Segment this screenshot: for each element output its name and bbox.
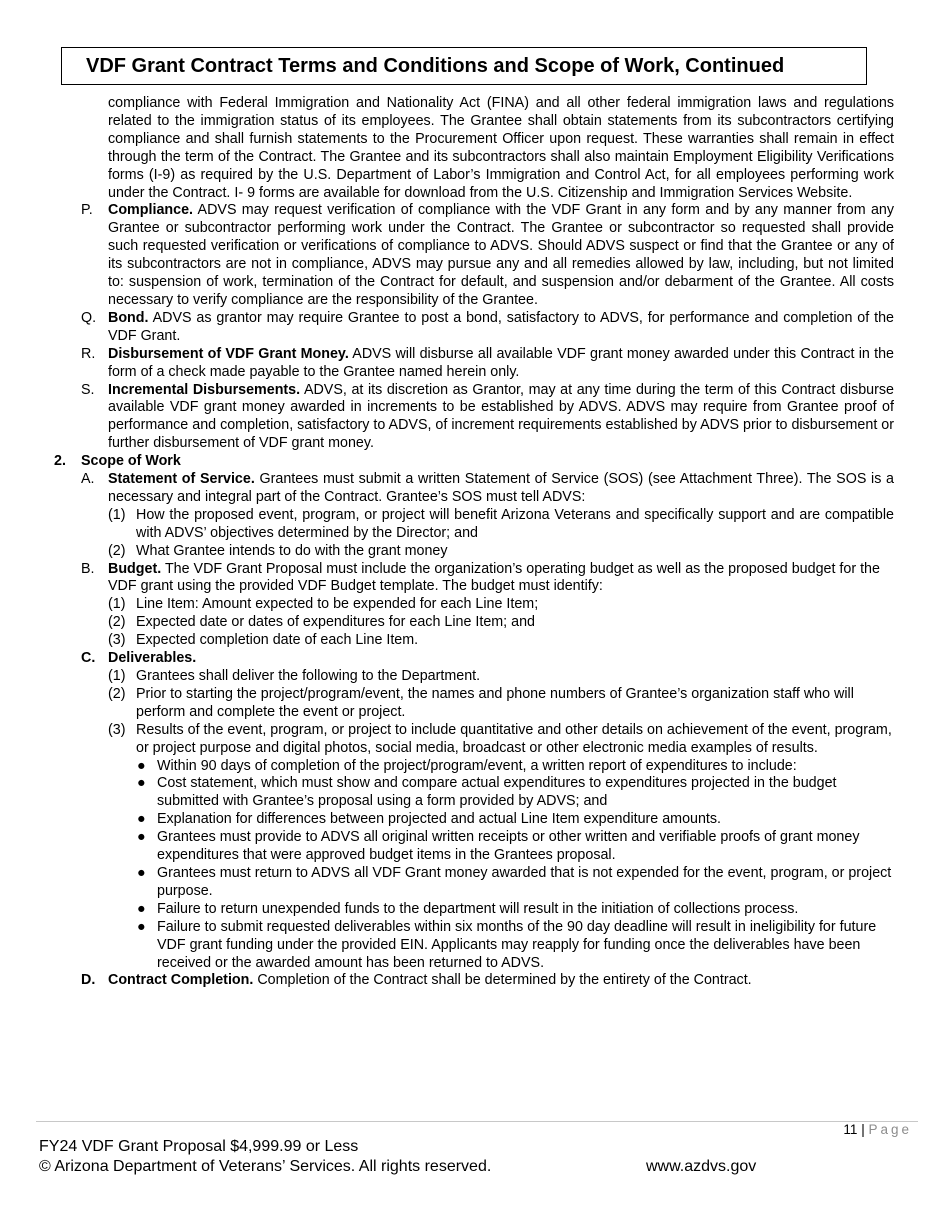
bullet-text: Failure to submit requested deliverables within six months of the 90 day deadline will result in ineligibility for future VDF grant funding under the provided EIN. Applicants may reapply for funding once the deliverables have been received or the awarded amount has been returned to ADVS. — [157, 918, 877, 971]
list-marker: (1) — [108, 506, 126, 523]
bullet-text: Within 90 days of completion of the project/program/event, a written report of expenditures to include: — [157, 757, 797, 774]
section-heading: Scope of Work — [81, 453, 181, 470]
page-number-value: 11 — [843, 1122, 858, 1137]
scope-statement-of-service — [0, 471, 950, 507]
term-r — [0, 346, 950, 382]
list-item — [0, 632, 950, 650]
term-text: ADVS may request verification of compliance with the VDF Grant in any form and by any manner from any Grantee or subcontractor performing work under the Contract. The Grantee or subcontractor so requested shall provide such requested verification or verifications of compliance to ADVS. Should ADVS suspect or find that the Grantee or any of its subcontractors are not in compliance, ADVS may pursue any and all remedies allowed by law, including, but not limited to: suspension of work, termination of the Contract for default, and suspension and/or debarment of the Grantee. All costs necessary to verify compliance are the responsibility of the Grantee. — [108, 202, 894, 308]
bullet-item — [0, 919, 950, 973]
scope-marker: C. — [81, 650, 96, 667]
scope-heading: Deliverables. — [108, 650, 197, 667]
bullet-item — [0, 829, 950, 865]
scope-heading: Statement of Service. — [108, 471, 255, 488]
term-p — [0, 202, 950, 309]
list-text: How the proposed event, program, or project will benefit Arizona Veterans and specifically support and are compatible with ADVS’ objectives determined by the Director; and — [136, 506, 894, 541]
scope-text: Grantees must submit a written Statement of Service (SOS) (see Attachment Three). The SOS is a necessary and integral part of the Contract. Grantee’s SOS must tell ADVS: — [108, 471, 894, 505]
bullet-icon: ● — [137, 775, 146, 792]
list-item — [0, 614, 950, 632]
bullet-text: Failure to return unexpended funds to the department will result in the initiation of collections process. — [157, 900, 799, 917]
bullet-text: Grantees must return to ADVS all VDF Grant money awarded that is not expended for the event, program, or project purpose. — [157, 864, 892, 899]
scope-marker: D. — [81, 972, 96, 989]
term-heading: Disbursement of VDF Grant Money. — [108, 345, 349, 362]
scope-deliverables — [0, 650, 950, 668]
list-item — [0, 722, 950, 758]
list-text: Expected date or dates of expenditures for each Line Item; and — [136, 614, 535, 631]
list-item — [0, 543, 950, 561]
list-marker: (2) — [108, 542, 126, 559]
bullet-item — [0, 758, 950, 776]
term-heading: Bond. — [108, 309, 149, 326]
scope-contract-completion — [0, 972, 950, 990]
intro-paragraph: compliance with Federal Immigration and Nationality Act (FINA) and all other federal immigration laws and regulations related to the immigration status of its employees. The Grantee shall obtain statements from its subcontractors certifying compliance and shall furnish statements to the Procurement Officer upon request. These warranties shall remain in effect through the term of the Contract. The Grantee and its subcontractors shall also maintain Employment Eligibility Verifications forms (I-9) as required by the U.S. Department of Labor’s Immigration and Control Act, for all employees performing work under the Contract. I- 9 forms are available for download from the U.S. Citizenship and Immigration Services Website. — [108, 95, 894, 201]
bullet-item — [0, 901, 950, 919]
section-marker: 2. — [54, 453, 66, 470]
bullet-text: Cost statement, which must show and compare actual expenditures to expenditures projected in the budget submitted with Grantee’s proposal using a form provided by ADVS; and — [157, 775, 837, 810]
page-number-separator: | — [861, 1122, 865, 1137]
term-text: ADVS as grantor may require Grantee to post a bond, satisfactory to ADVS, for performance and completion of the VDF Grant. — [108, 309, 894, 344]
term-heading: Compliance. — [108, 202, 194, 219]
bullet-item — [0, 865, 950, 901]
scope-budget — [0, 561, 950, 597]
list-marker: (3) — [108, 721, 126, 738]
section-scope-of-work — [0, 453, 950, 471]
list-text: Prior to starting the project/program/event, the names and phone numbers of Grantee’s organization staff who will perform and complete the event or project. — [136, 685, 854, 720]
list-marker: (2) — [108, 685, 126, 702]
page-label: Page — [868, 1122, 912, 1137]
term-s — [0, 382, 950, 454]
bullet-icon: ● — [137, 811, 146, 828]
list-marker: (3) — [108, 632, 126, 649]
list-item — [0, 507, 950, 543]
bullet-icon: ● — [137, 864, 146, 881]
scope-text: The VDF Grant Proposal must include the organization’s operating budget as well as the proposed budget for the VDF grant using the provided VDF Budget template. The budget must identify: — [108, 560, 880, 595]
list-item — [0, 686, 950, 722]
page-title: VDF Grant Contract Terms and Conditions and Scope of Work, Continued — [61, 47, 867, 85]
term-marker: R. — [81, 345, 96, 362]
scope-marker: A. — [81, 471, 95, 488]
bullet-text: Explanation for differences between projected and actual Line Item expenditure amounts. — [157, 811, 722, 828]
term-heading: Incremental Disbursements. — [108, 381, 301, 398]
bullet-icon: ● — [137, 918, 146, 935]
footer-copyright: © Arizona Department of Veterans’ Services. All rights reserved. — [39, 1158, 492, 1175]
footer-website: www.azdvs.gov — [646, 1158, 757, 1175]
list-item — [0, 668, 950, 686]
document-body — [0, 95, 950, 990]
list-text: Expected completion date of each Line Item. — [136, 632, 419, 649]
list-marker: (2) — [108, 614, 126, 631]
scope-marker: B. — [81, 560, 95, 577]
list-text: Grantees shall deliver the following to the Department. — [136, 668, 481, 684]
bullet-item — [0, 811, 950, 829]
bullet-icon: ● — [137, 757, 146, 774]
scope-heading: Contract Completion. — [108, 972, 254, 989]
bullet-icon: ● — [137, 900, 146, 917]
term-marker: S. — [81, 381, 95, 398]
term-marker: P. — [81, 202, 93, 219]
footer-proposal-title: FY24 VDF Grant Proposal $4,999.99 or Less — [39, 1138, 359, 1155]
footer-divider — [36, 1121, 918, 1122]
bullet-item — [0, 775, 950, 811]
page-number — [843, 1122, 912, 1137]
scope-heading: Budget. — [108, 560, 162, 577]
scope-text: Completion of the Contract shall be determined by the entirety of the Contract. — [257, 972, 752, 989]
term-text: ADVS, at its discretion as Grantor, may at any time during the term of this Contract disburse available VDF grant money awarded in increments to be established by ADVS. ADVS may require from Grantee proof of performance and completion, satisfactory to ADVS, of increment requirements established by ADVS prior to disbursement or further disbursement of VDF grant money. — [108, 381, 894, 452]
list-item — [0, 596, 950, 614]
term-text: ADVS will disburse all available VDF grant money awarded under this Contract in the form of a check made payable to the Grantee named herein only. — [108, 345, 895, 380]
list-text: Line Item: Amount expected to be expended for each Line Item; — [136, 596, 539, 613]
list-marker: (1) — [108, 668, 126, 684]
term-q — [0, 310, 950, 346]
list-marker: (1) — [108, 596, 126, 613]
list-text: Results of the event, program, or project to include quantitative and other details on achievement of the event, program, or project purpose and digital photos, social media, broadcast or other electronic media examples of results. — [136, 721, 892, 756]
bullet-icon: ● — [137, 829, 146, 846]
bullet-text: Grantees must provide to ADVS all original written receipts or other written and verifiable proofs of grant money expenditures that were approved budget items in the Grantees proposal. — [157, 829, 860, 864]
term-marker: Q. — [81, 309, 97, 326]
list-text: What Grantee intends to do with the grant money — [136, 542, 448, 559]
